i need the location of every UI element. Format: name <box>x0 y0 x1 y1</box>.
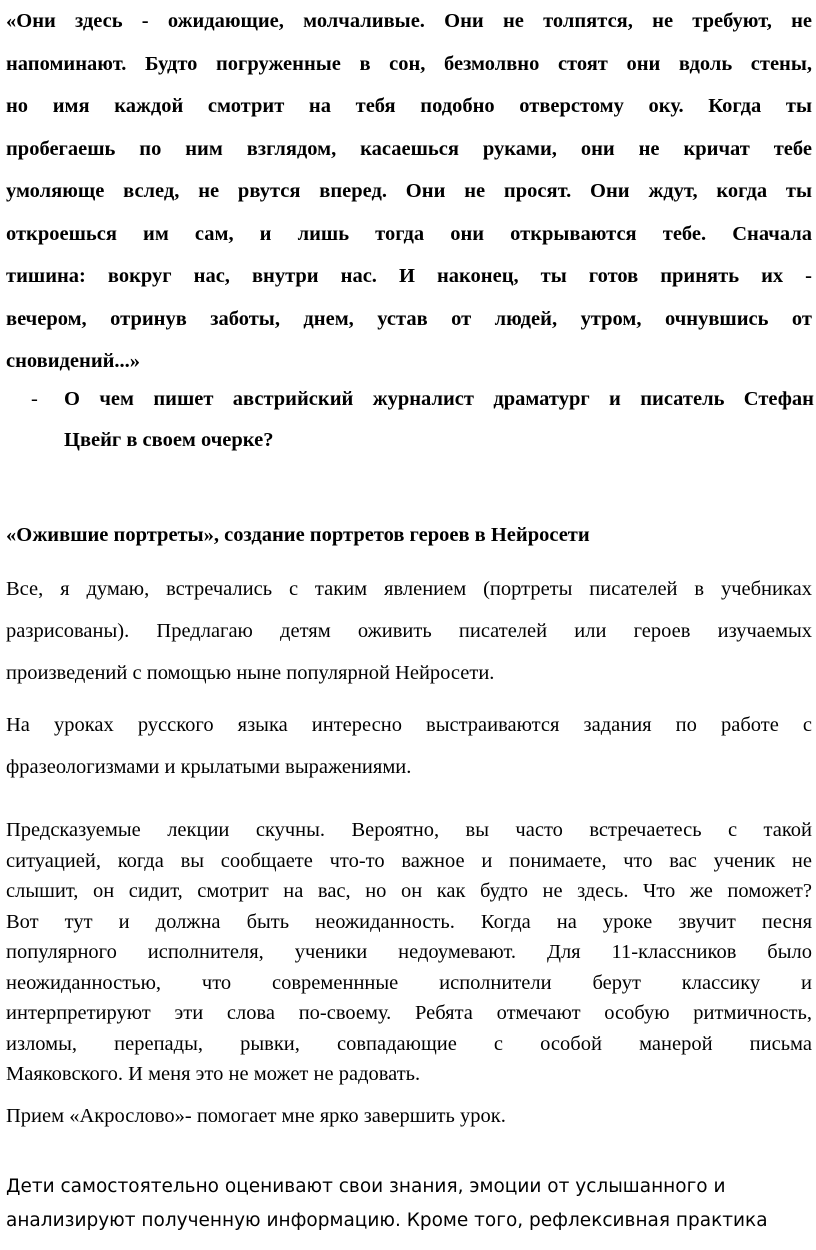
paragraph-line: фразеологизмами и крылатыми выражениями. <box>6 756 412 778</box>
quote-line: «Они здесь - ожидающие, молчаливые. Они не толпятся, не требуют, не <box>6 10 812 32</box>
paragraph-line: Предсказуемые лекции скучны. Вероятно, вы часто встречаетесь с такой <box>6 819 812 841</box>
list-dash: - <box>31 388 38 410</box>
paragraph-line: изломы, перепады, рывки, совпадающие с особой манерой письма <box>6 1032 812 1055</box>
question-list-item <box>31 379 814 461</box>
quote-line: но имя каждой смотрит на тебя подобно отверстому оку. Когда ты <box>6 95 812 117</box>
zweig-quote <box>6 0 812 383</box>
question-line: Цвейг в своем очерке? <box>64 429 274 451</box>
paragraph-lectures <box>6 815 812 1090</box>
quote-line: сновидений...» <box>6 350 141 372</box>
quote-line: пробегаешь по ним взглядом, касаешься руками, они не кричат тебе <box>6 137 812 160</box>
quote-line: тишина: вокруг нас, внутри нас. И наконец, ты готов принять их - <box>6 265 812 287</box>
paragraph-line: анализируют полученную информацию. Кроме того, рефлексивная практика <box>6 1210 768 1231</box>
quote-line: умоляюще вслед, не рвутся вперед. Они не просят. Они ждут, когда ты <box>6 180 812 202</box>
paragraph-line: произведений с помощью ныне популярной Нейросети. <box>6 662 495 684</box>
paragraph-line: ситуацией, когда вы сообщаете что-то важное и понимаете, что вас ученик не <box>6 849 812 872</box>
paragraph-line: разрисованы). Предлагаю детям оживить писателей или героев изучаемых <box>6 620 812 642</box>
quote-line: откроешься им сам, и лишь тогда они открываются тебе. Сначала <box>6 222 812 245</box>
paragraph-line: Маяковского. И меня это не может не радовать. <box>6 1063 421 1085</box>
section-heading: «Ожившие портреты», создание портретов героев в Нейросети <box>6 524 590 546</box>
paragraph-line: интерпретируют эти слова по-своему. Ребята отмечают особую ритмичность, <box>6 1002 812 1024</box>
paragraph-portraits <box>6 568 812 694</box>
paragraph-line: неожиданностью, что современнные исполнители берут классику и <box>6 971 812 994</box>
quote-line: напоминают. Будто погруженные в сон, безмолвно стоят они вдоль стены, <box>6 52 812 75</box>
paragraph-line: Дети самостоятельно оценивают свои знания, эмоции от услышанного и <box>6 1176 726 1197</box>
paragraph-line: популярного исполнителя, ученики недоумевают. Для 11-классников было <box>6 941 812 963</box>
question-line: О чем пишет австрийский журналист драматург и писатель Стефан <box>64 388 814 410</box>
quote-line: вечером, отринув заботы, днем, устав от людей, утром, очнувшись от <box>6 307 812 330</box>
paragraph-acroword: Прием «Акрослово»- помогает мне ярко завершить урок. <box>6 1105 506 1127</box>
paragraph-line: На уроках русского языка интересно выстраиваются задания по работе с <box>6 714 812 736</box>
paragraph-line: Все, я думаю, встречались с таким явлением (портреты писателей в учебниках <box>6 578 812 600</box>
paragraph-russian-lessons <box>6 704 812 788</box>
paragraph-line: слышит, он сидит, смотрит на вас, но он как будто не здесь. Что же поможет? <box>6 880 812 902</box>
paragraph-reflection <box>6 1170 812 1238</box>
paragraph-line: Вот тут и должна быть неожиданность. Когда на уроке звучит песня <box>6 910 812 933</box>
